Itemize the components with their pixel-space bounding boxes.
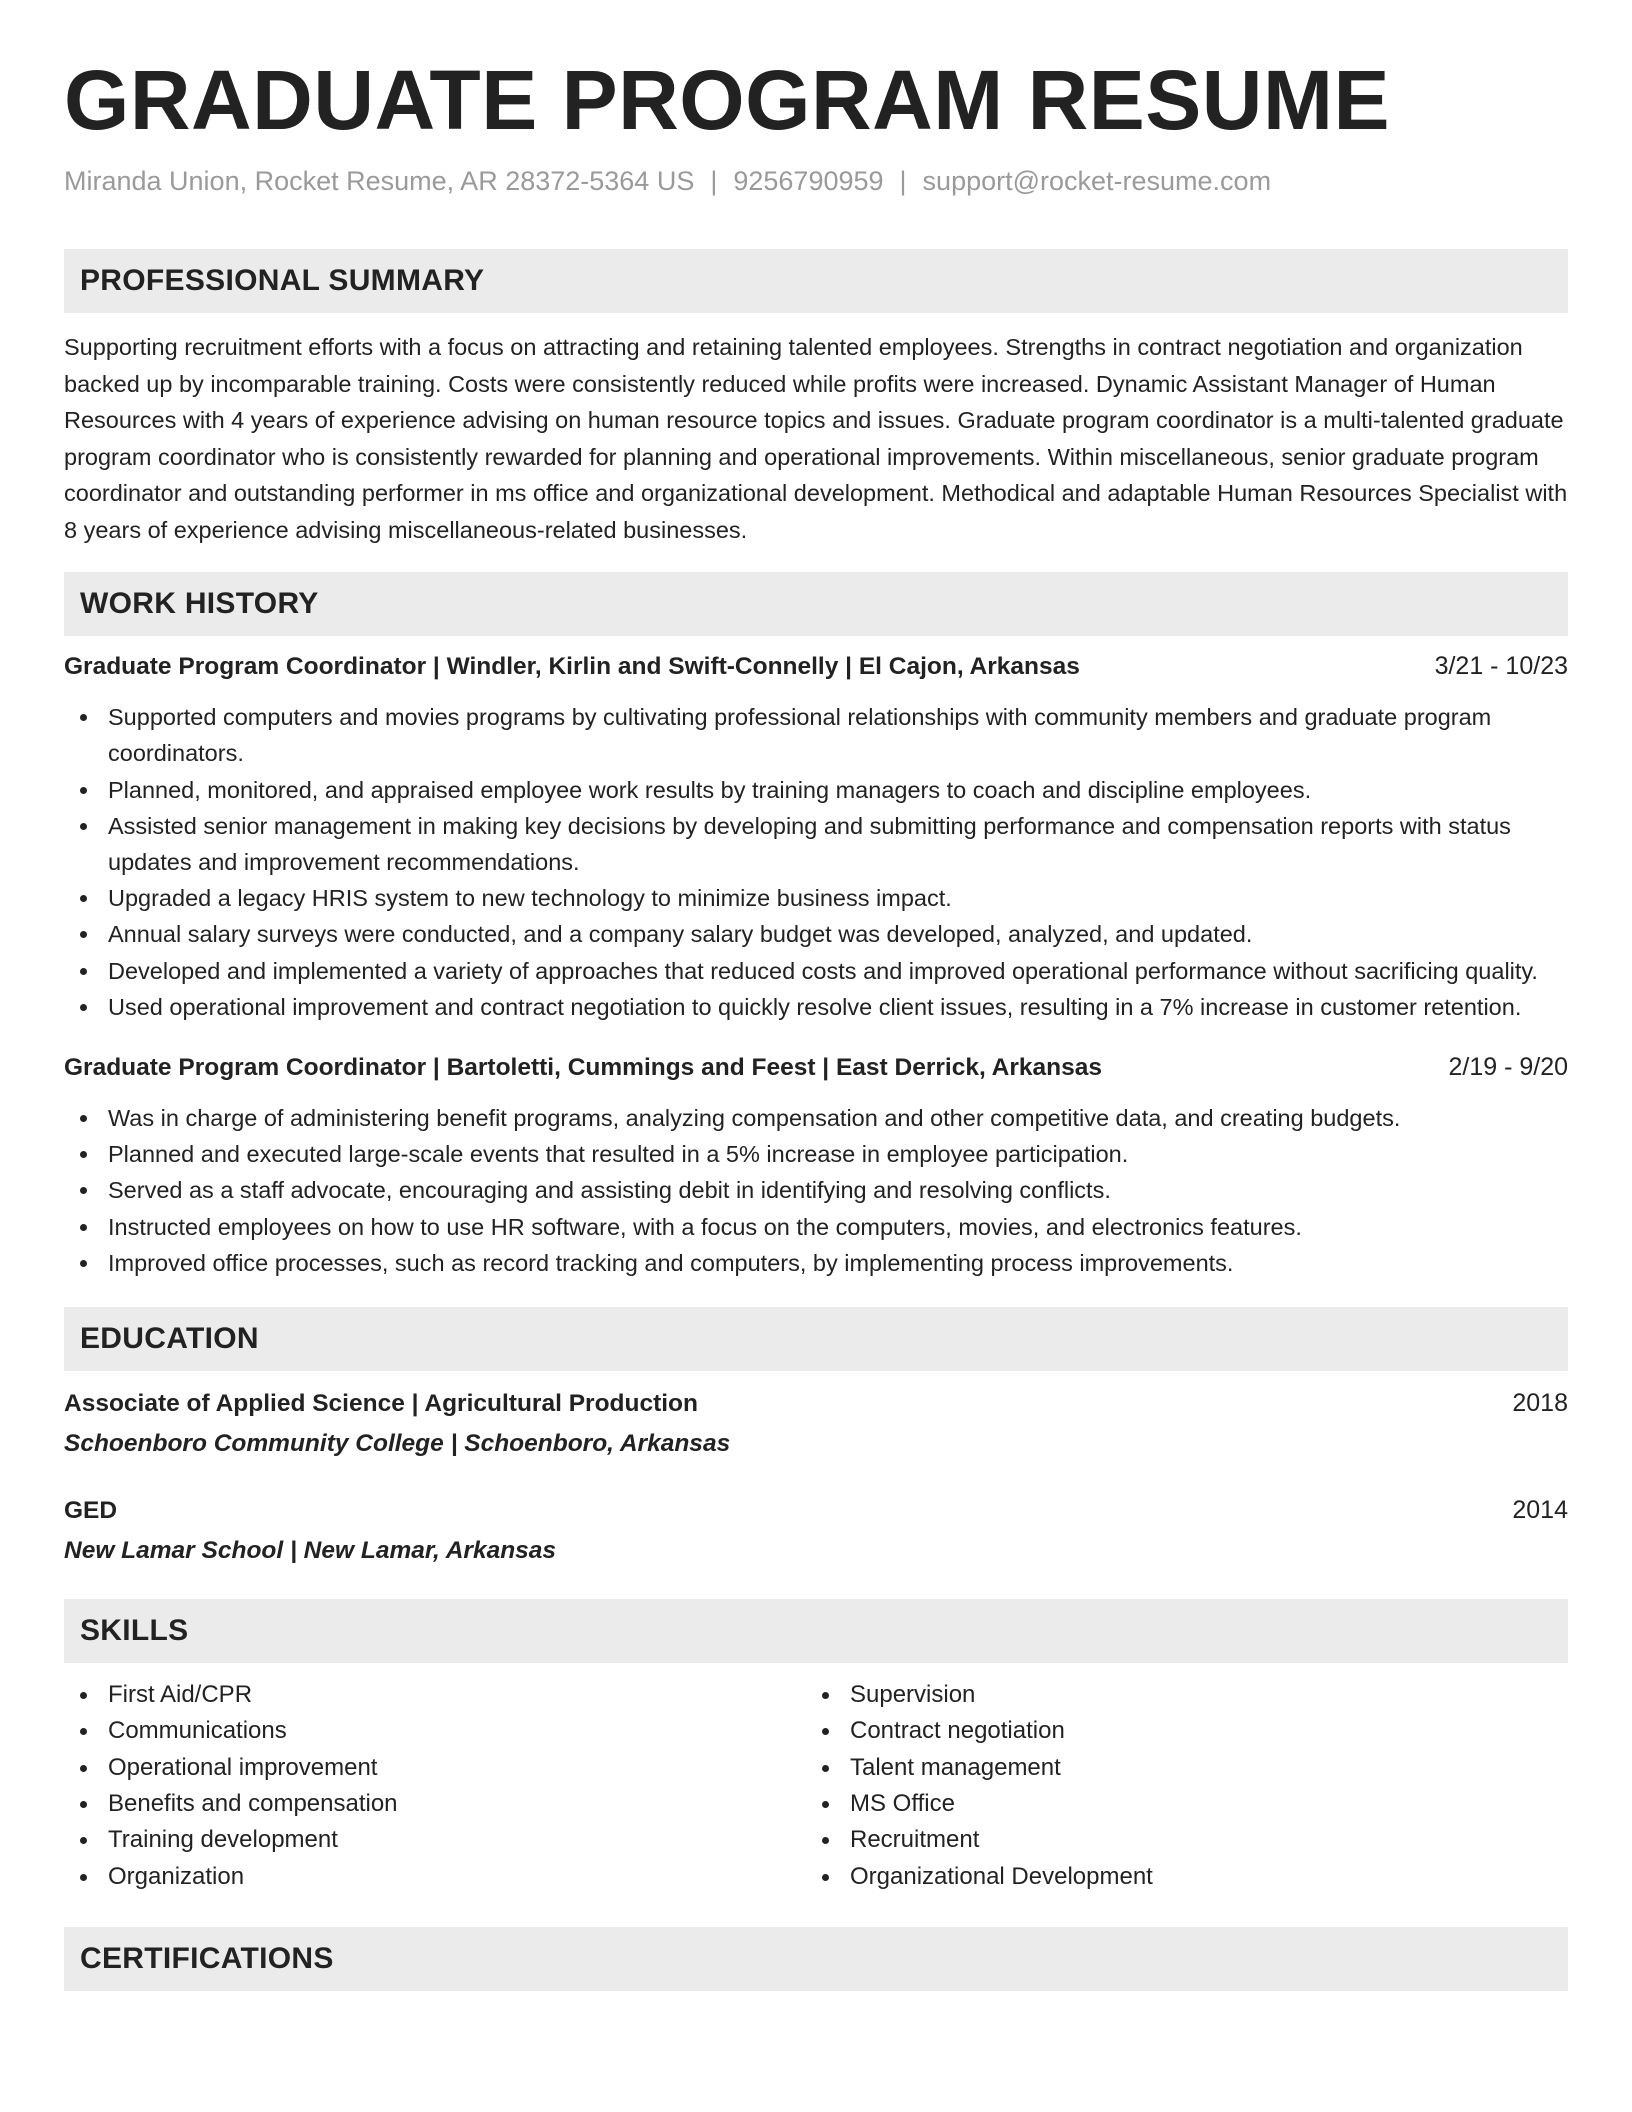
education-degree: GED [64, 1497, 118, 1525]
skill-item: Supervision [806, 1677, 1548, 1713]
section-heading: PROFESSIONAL SUMMARY [80, 264, 485, 298]
section-heading: EDUCATION [80, 1322, 259, 1356]
education-header [64, 1389, 1568, 1418]
list-item: Used operational improvement and contract negotiation to quickly resolve client issues, resulting in a 7% increase in customer retention. [64, 989, 1568, 1025]
section-header-work-history [64, 572, 1568, 636]
list-item: Was in charge of administering benefit programs, analyzing compensation and other competitive data, and creating budgets. [64, 1100, 1568, 1136]
education-school: Schoenboro Community College | Schoenboro, Arkansas [64, 1430, 731, 1458]
summary-text: Supporting recruitment efforts with a focus on attracting and retaining talented employees. Strengths in contract negotiation and organization backed up by incomparable training. Costs were consistently reduced while profits were increased. Dynamic Assistant Manager of Human Resources with 4 years of experience advising on human resource topics and issues. Graduate program coordinator is a multi-talented graduate program coordinator who is consistently rewarded for planning and operational improvements. Within miscellaneous, senior graduate program coordinator and outstanding performer in ms office and organizational development. Methodical and adaptable Human Resources Specialist with 8 years of experience advising miscellaneous-related businesses. [64, 334, 1568, 543]
list-item: Instructed employees on how to use HR software, with a focus on the computers, movies, and electronics features. [64, 1209, 1568, 1245]
contact-address: Miranda Union, Rocket Resume, AR 28372-5364 US [64, 166, 695, 197]
section-header-education [64, 1307, 1568, 1371]
section-heading: CERTIFICATIONS [80, 1941, 334, 1975]
education-entry [64, 1389, 1568, 1458]
job-bullets [64, 1100, 1568, 1281]
skill-item: MS Office [806, 1786, 1548, 1822]
education-entry [64, 1496, 1568, 1565]
skill-item: Operational improvement [64, 1750, 806, 1786]
education-school: New Lamar School | New Lamar, Arkansas [64, 1537, 557, 1565]
list-item: Planned and executed large-scale events that resulted in a 5% increase in employee participation. [64, 1136, 1568, 1172]
skill-item: Organization [64, 1859, 806, 1895]
education-year: 2018 [1512, 1389, 1568, 1418]
resume-title: GRADUATE PROGRAM RESUME [64, 53, 1390, 147]
list-item: Supported computers and movies programs by cultivating professional relationships with community members and graduate program coordinators. [64, 699, 1568, 771]
list-item: Planned, monitored, and appraised employee work results by training managers to coach and discipline employees. [64, 772, 1568, 808]
education-header [64, 1496, 1568, 1525]
section-heading: SKILLS [80, 1614, 189, 1648]
skills-list [64, 1677, 1568, 1895]
contact-email: support@rocket-resume.com [922, 166, 1272, 197]
job-bullets [64, 699, 1568, 1025]
list-item: Improved office processes, such as record tracking and computers, by implementing process improvements. [64, 1245, 1568, 1281]
section-header-certifications [64, 1927, 1568, 1991]
job-header [64, 652, 1568, 681]
list-item: Upgraded a legacy HRIS system to new technology to minimize business impact. [64, 880, 1568, 916]
section-header-summary [64, 249, 1568, 313]
contact-separator: | [710, 166, 718, 197]
skill-item: Training development [64, 1822, 806, 1858]
job-title: Graduate Program Coordinator | Bartoletti, Cummings and Feest | East Derrick, Arkansas [64, 1054, 1102, 1082]
job-dates: 3/21 - 10/23 [1434, 652, 1568, 681]
list-item: Developed and implemented a variety of approaches that reduced costs and improved operational performance without sacrificing quality. [64, 953, 1568, 989]
skill-item: Talent management [806, 1750, 1548, 1786]
skills-column-left [64, 1677, 806, 1895]
job-title: Graduate Program Coordinator | Windler, Kirlin and Swift-Connelly | El Cajon, Arkansas [64, 653, 1080, 681]
section-header-skills [64, 1599, 1568, 1663]
list-item: Assisted senior management in making key decisions by developing and submitting performance and compensation reports with status updates and improvement recommendations. [64, 808, 1568, 880]
skill-item: Contract negotiation [806, 1713, 1548, 1749]
skills-column-right [806, 1677, 1548, 1895]
skill-item: Benefits and compensation [64, 1786, 806, 1822]
contact-phone: 9256790959 [733, 166, 884, 197]
skill-item: Organizational Development [806, 1859, 1548, 1895]
education-year: 2014 [1512, 1496, 1568, 1525]
job-dates: 2/19 - 9/20 [1448, 1053, 1568, 1082]
contact-line [64, 166, 1568, 197]
resume-page [64, 0, 1568, 1991]
skill-item: First Aid/CPR [64, 1677, 806, 1713]
job-header [64, 1053, 1568, 1082]
list-item: Annual salary surveys were conducted, and a company salary budget was developed, analyzed, and updated. [64, 916, 1568, 952]
job-entry [64, 1053, 1568, 1281]
skill-item: Communications [64, 1713, 806, 1749]
education-degree: Associate of Applied Science | Agricultural Production [64, 1390, 698, 1418]
job-entry [64, 652, 1568, 1025]
list-item: Served as a staff advocate, encouraging and assisting debit in identifying and resolving conflicts. [64, 1172, 1568, 1208]
section-heading: WORK HISTORY [80, 587, 319, 621]
contact-separator: | [899, 166, 907, 197]
skill-item: Recruitment [806, 1822, 1548, 1858]
